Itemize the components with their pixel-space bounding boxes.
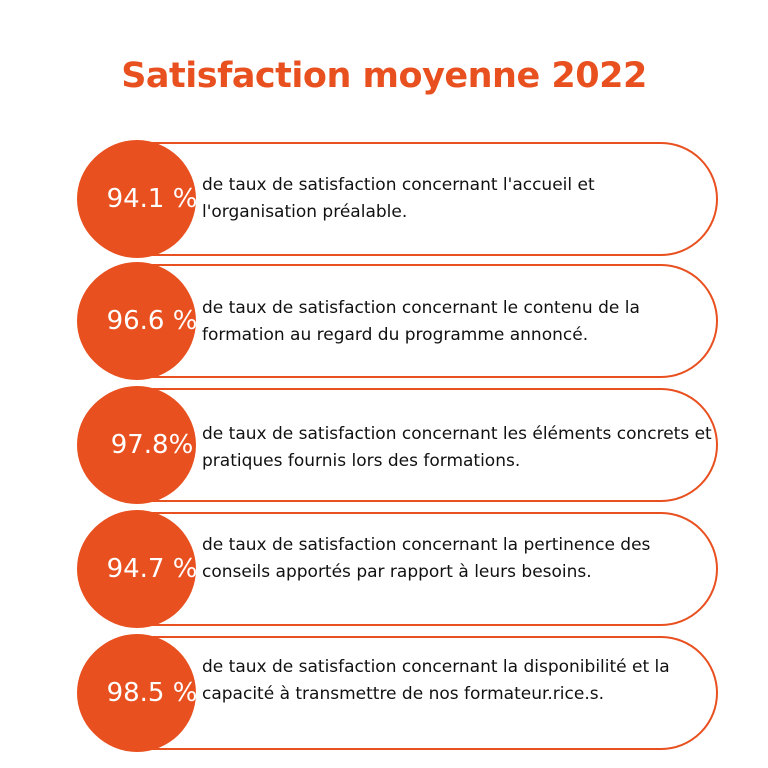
page-title: Satisfaction moyenne 2022 — [121, 56, 647, 96]
percent-badge — [78, 386, 196, 504]
percent-value: 94.1 % — [106, 184, 198, 214]
percent-badge — [78, 140, 196, 258]
stat-description: de taux de satisfaction concernant la disponibilité et la capacité à transmettre de nos formateur.rice.s. — [202, 657, 670, 704]
percent-value: 98.5 % — [106, 678, 198, 708]
percent-value: 97.8% — [110, 430, 194, 460]
percent-badge — [78, 634, 196, 752]
stat-description: de taux de satisfaction concernant le contenu de la formation au regard du programme annoncé. — [202, 298, 640, 345]
stat-description: de taux de satisfaction concernant les éléments concrets et pratiques fournis lors des formations. — [202, 424, 712, 471]
percent-badge — [78, 510, 196, 628]
stat-description: de taux de satisfaction concernant la pertinence des conseils apportés par rapport à leurs besoins. — [202, 535, 651, 582]
percent-value: 94.7 % — [106, 554, 198, 584]
stat-description: de taux de satisfaction concernant l'accueil et l'organisation préalable. — [202, 175, 595, 222]
percent-value: 96.6 % — [106, 306, 198, 336]
percent-badge — [78, 262, 196, 380]
